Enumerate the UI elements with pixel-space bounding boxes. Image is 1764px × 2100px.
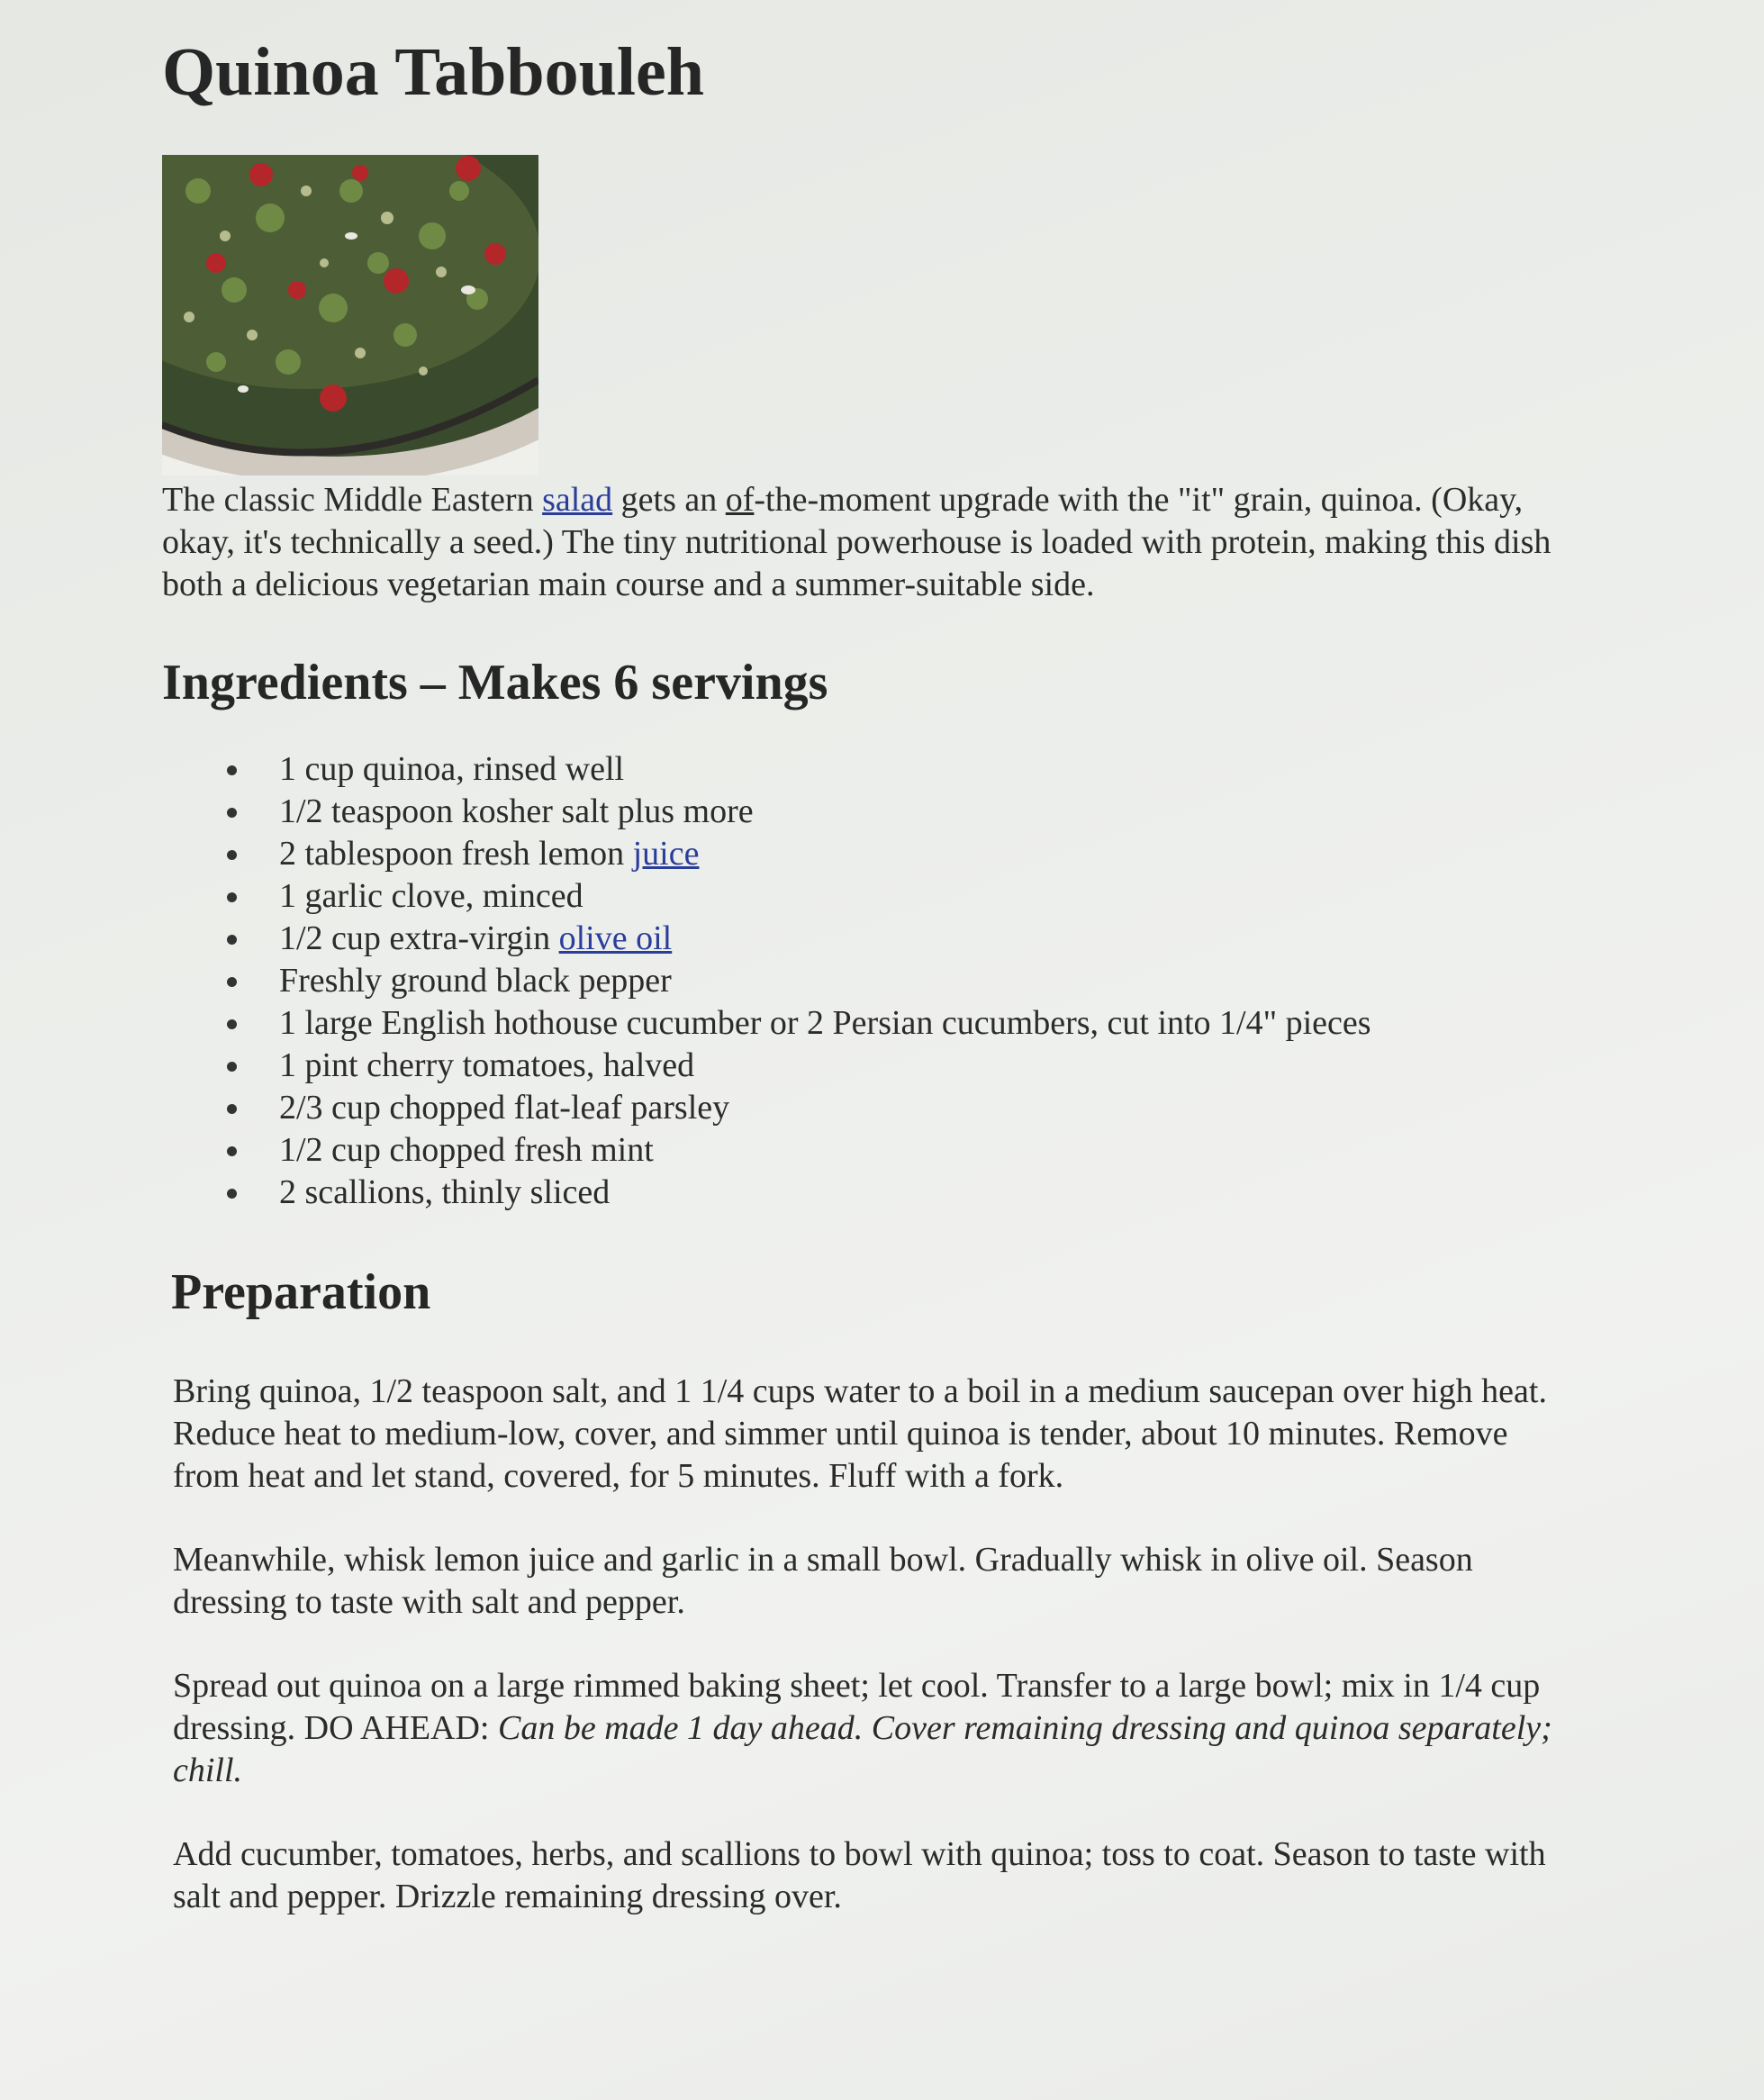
list-item <box>279 1087 1603 1129</box>
preparation-step <box>173 1665 1578 1792</box>
list-item <box>279 748 1603 791</box>
intro-text: The classic Middle Eastern <box>162 481 543 519</box>
preparation-steps <box>173 1371 1578 1918</box>
ingredient-text: 2/3 cup chopped flat-leaf parsley <box>279 1089 730 1127</box>
salad-link[interactable]: salad <box>542 481 613 519</box>
list-item <box>279 1129 1603 1172</box>
preparation-step: Bring quinoa, 1/2 teaspoon salt, and 1 1/4 cups water to a boil in a medium saucepan over high heat. Reduce heat to medium-low, cover, and simmer until quinoa is tender, about 10 minutes. Remove from heat and let stand, covered, for 5 minutes. Fluff with a fork. <box>173 1372 1547 1495</box>
ingredient-text: 1 pint cherry tomatoes, halved <box>279 1046 695 1084</box>
ingredient-text: 1/2 cup extra-virgin <box>279 919 559 957</box>
preparation-step: Add cucumber, tomatoes, herbs, and scallions to bowl with quinoa; toss to coat. Season to taste with salt and pepper. Drizzle remaining dressing over. <box>173 1835 1546 1915</box>
list-item <box>279 875 1603 918</box>
list-item <box>279 1002 1603 1045</box>
ingredient-text: 2 tablespoon fresh lemon <box>279 835 633 873</box>
intro-paragraph <box>162 479 1567 606</box>
list-item <box>279 791 1603 833</box>
step-text: Spread out quinoa on a large rimmed baking sheet; let cool. Transfer to a large bowl; mix in 1/4 cup dressing. DO AHEAD: <box>173 1667 1541 1747</box>
ingredients-list <box>162 748 1603 1214</box>
do-ahead-note: Can be made 1 day ahead. Cover remaining dressing and quinoa separately; chill. <box>173 1709 1552 1789</box>
ingredient-text: 1 large English hothouse cucumber or 2 Persian cucumbers, cut into 1/4" pieces <box>279 1004 1371 1042</box>
intro-text: gets an <box>612 481 726 519</box>
page-title: Quinoa Tabbouleh <box>162 34 705 110</box>
ingredient-text: 2 scallions, thinly sliced <box>279 1173 611 1211</box>
list-item <box>279 960 1603 1002</box>
ingredient-text: 1 garlic clove, minced <box>279 877 583 915</box>
ingredient-text: Freshly ground black pepper <box>279 962 672 1000</box>
recipe-page <box>162 27 1603 1960</box>
juice-link[interactable]: juice <box>632 835 700 873</box>
ingredient-text: 1/2 teaspoon kosher salt plus more <box>279 792 754 830</box>
ingredient-text: 1 cup quinoa, rinsed well <box>279 750 625 788</box>
salad-bowl-photo-icon <box>162 155 538 475</box>
preparation-step: Meanwhile, whisk lemon juice and garlic in a small bowl. Gradually whisk in olive oil. Season dressing to taste with salt and pepper. <box>173 1541 1473 1621</box>
ingredients-heading: Ingredients – Makes 6 servings <box>162 655 828 711</box>
list-item <box>279 1045 1603 1087</box>
list-item <box>279 833 1603 875</box>
of-link[interactable]: of <box>725 481 755 519</box>
olive-oil-link[interactable]: olive oil <box>558 919 673 957</box>
list-item <box>279 1172 1603 1214</box>
preparation-heading: Preparation <box>171 1264 431 1320</box>
intro-text: -the-moment upgrade with the "it" grain, quinoa. (Okay, okay, it's technically a seed.) The tiny nutritional powerhouse is loaded with protein, making this dish both a delicious vegetarian main course and a summer-suitable side. <box>162 481 1551 603</box>
recipe-photo <box>162 155 538 475</box>
ingredient-text: 1/2 cup chopped fresh mint <box>279 1131 654 1169</box>
list-item <box>279 918 1603 960</box>
